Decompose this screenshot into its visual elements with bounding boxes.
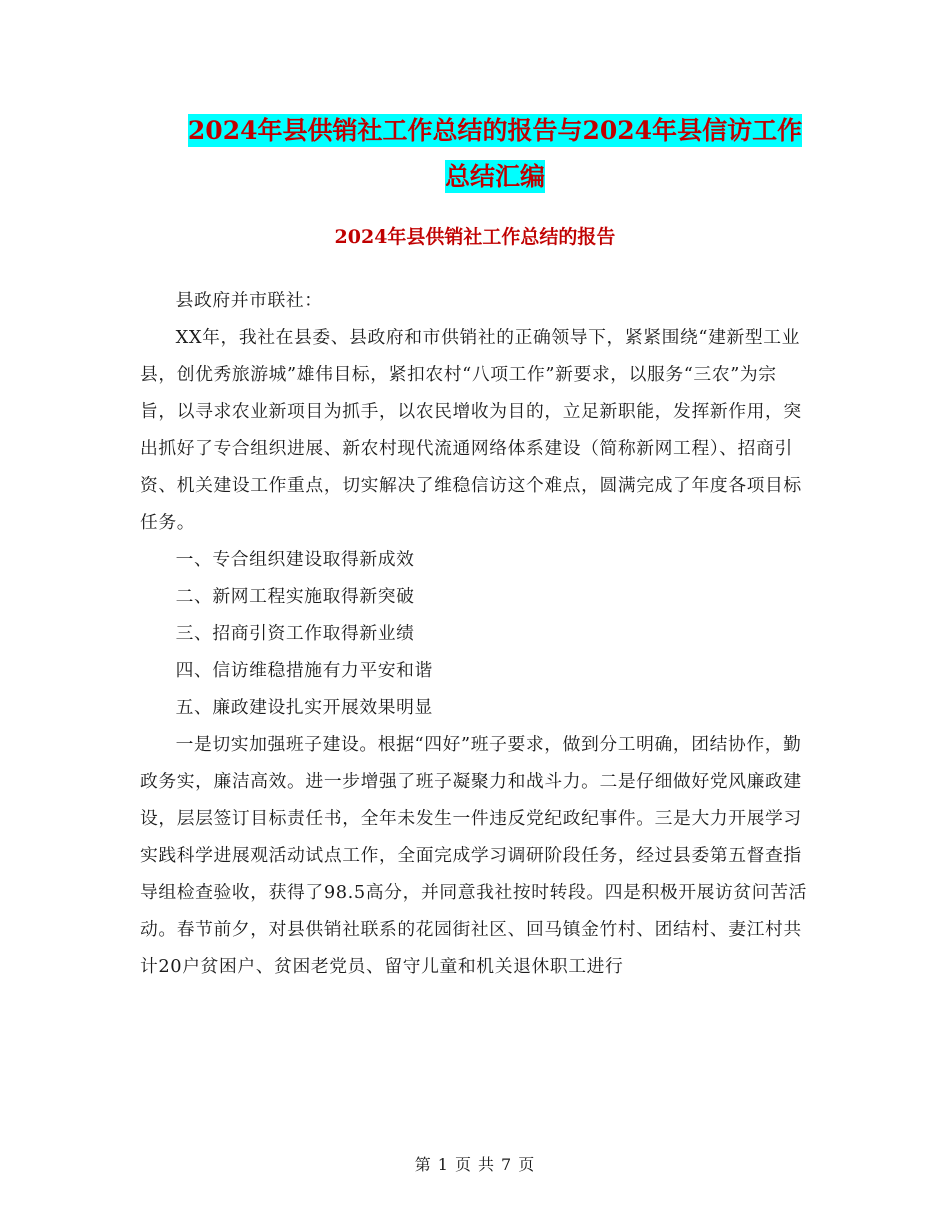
- footer-page-number: 1: [437, 1155, 449, 1174]
- document-body: [140, 282, 810, 985]
- section-heading-4: 四、信访维稳措施有力平安和谐: [175, 660, 433, 681]
- salutation: 县政府并市联社：: [175, 290, 323, 311]
- section-heading-1: 一、专合组织建设取得新成效: [175, 549, 415, 570]
- document-title-line-1: 2024年县供销社工作总结的报告与2024年县信访工作: [187, 116, 803, 145]
- document-title-line-2: 总结汇编: [444, 162, 545, 191]
- footer-total-prefix: 共: [478, 1155, 496, 1174]
- document-title: [140, 108, 850, 200]
- section-heading-5: 五、廉政建设扎实开展效果明显: [175, 697, 433, 718]
- section-heading-3: 三、招商引资工作取得新业绩: [175, 623, 415, 644]
- footer-page-label: 页: [454, 1155, 472, 1174]
- paragraph: XX年，我社在县委、县政府和市供销社的正确领导下，紧紧围绕“建新型工业县，创优秀旅游城”雄伟目标，紧扣农村“八项工作”新要求，以服务“三农”为宗旨，以寻求农业新项目为抓手，以农民增收为目的，立足新职能，发挥新作用，突出抓好了专合组织进展、新农村现代流通网络体系建设（简称新网工程）、招商引资、机关建设工作重点，切实解决了维稳信访这个难点，圆满完成了年度各项目标任务。: [140, 327, 802, 533]
- page-footer: [0, 1152, 950, 1175]
- section-title: 2024年县供销社工作总结的报告: [334, 226, 616, 248]
- footer-suffix: 页: [518, 1155, 536, 1174]
- footer-total-pages: 7: [501, 1155, 513, 1174]
- paragraph: 一是切实加强班子建设。根据“四好”班子要求，做到分工明确，团结协作，勤政务实，廉洁高效。进一步增强了班子凝聚力和战斗力。二是仔细做好党风廉政建设，层层签订目标责任书，全年未发生一件违反党纪政纪事件。三是大力开展学习实践科学进展观活动试点工作，全面完成学习调研阶段任务，经过县委第五督查指导组检查验收，获得了98.5高分，并同意我社按时转段。四是积极开展访贫问苦活动。春节前夕，对县供销社联系的花园街社区、回马镇金竹村、团结村、妻江村共计20户贫困户、贫困老党员、留守儿童和机关退休职工进行: [140, 734, 807, 977]
- footer-prefix: 第: [414, 1155, 432, 1174]
- section-heading-2: 二、新网工程实施取得新突破: [175, 586, 415, 607]
